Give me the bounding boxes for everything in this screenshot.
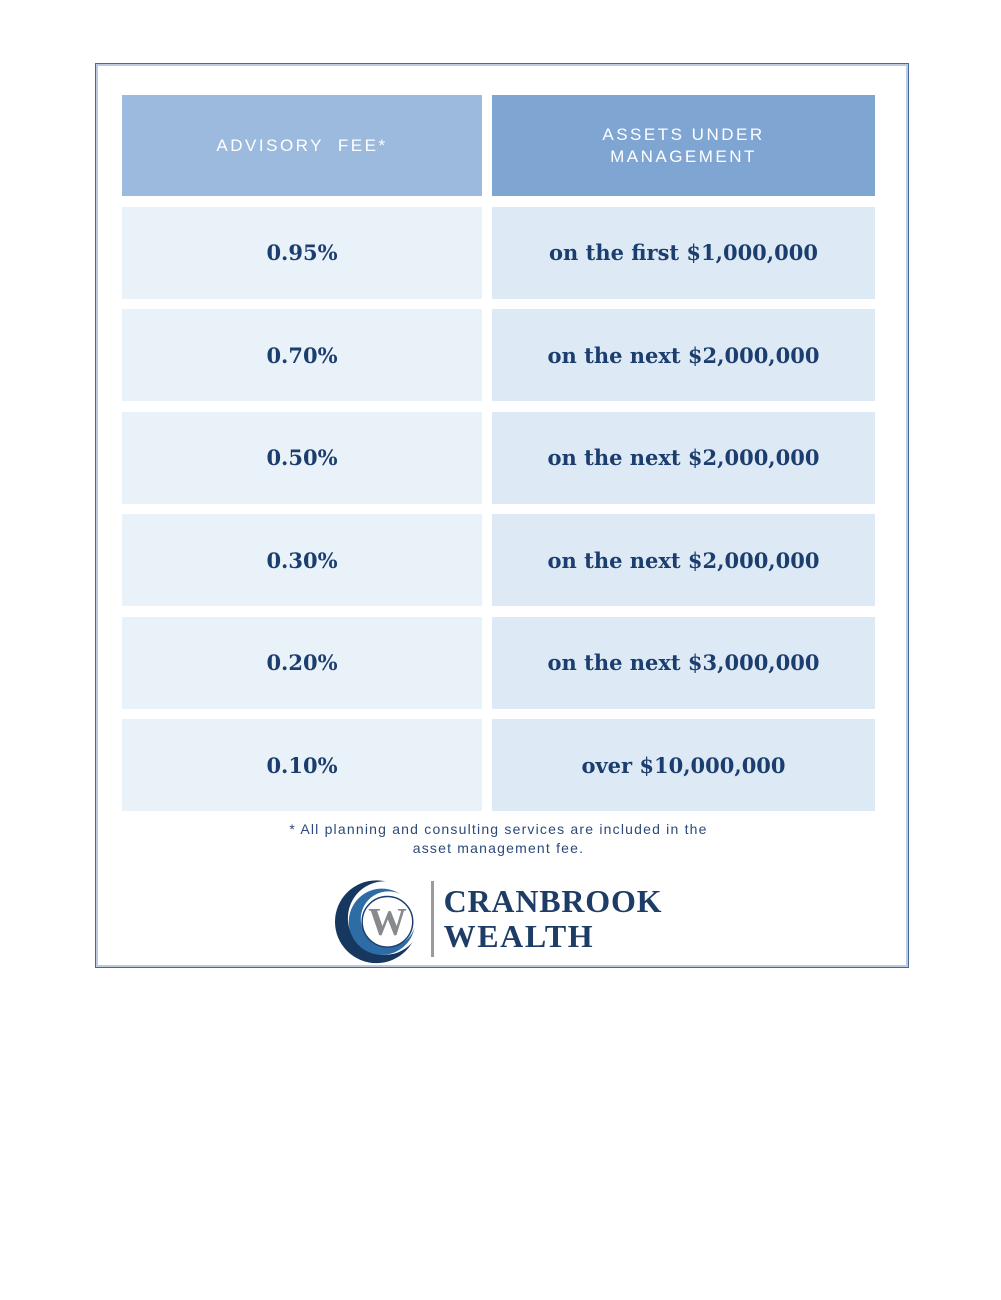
header-advisory-fee-label: ADVISORY FEE* [216, 135, 388, 155]
footnote [122, 820, 875, 858]
crescent-w-logo-icon [335, 873, 427, 965]
header-aum-line1: ASSETS UNDER [602, 125, 765, 145]
logo-wordmark [444, 884, 663, 954]
aum-cell-row3: on the next $2,000,000 [492, 412, 875, 504]
fee-schedule-card [95, 63, 909, 968]
fee-cell-row4: 0.30% [122, 514, 482, 606]
aum-cell-row6: over $10,000,000 [492, 719, 875, 811]
logo-monogram: W [367, 901, 407, 944]
header-cell-advisory-fee [122, 95, 482, 196]
fee-cell-row3: 0.50% [122, 412, 482, 504]
aum-cell-row5: on the next $3,000,000 [492, 617, 875, 709]
footnote-line2: asset management fee. [412, 839, 585, 856]
logo-divider [431, 881, 434, 957]
aum-cell-row4: on the next $2,000,000 [492, 514, 875, 606]
aum-cell-row1: on the first $1,000,000 [492, 207, 875, 299]
header-cell-assets-under-management [492, 95, 875, 196]
aum-cell-row2: on the next $2,000,000 [492, 309, 875, 401]
fee-cell-row2: 0.70% [122, 309, 482, 401]
logo-name-line2: WEALTH [443, 917, 595, 954]
footnote-line1: * All planning and consulting services are included in the [289, 821, 708, 837]
header-aum-line2: MANAGEMENT [610, 146, 757, 166]
fee-table [122, 95, 875, 811]
fee-cell-row1: 0.95% [122, 207, 482, 299]
logo-name-line1: CRANBROOK [443, 882, 663, 919]
cranbrook-wealth-logo [122, 873, 875, 965]
fee-cell-row6: 0.10% [122, 719, 482, 811]
fee-cell-row5: 0.20% [122, 617, 482, 709]
